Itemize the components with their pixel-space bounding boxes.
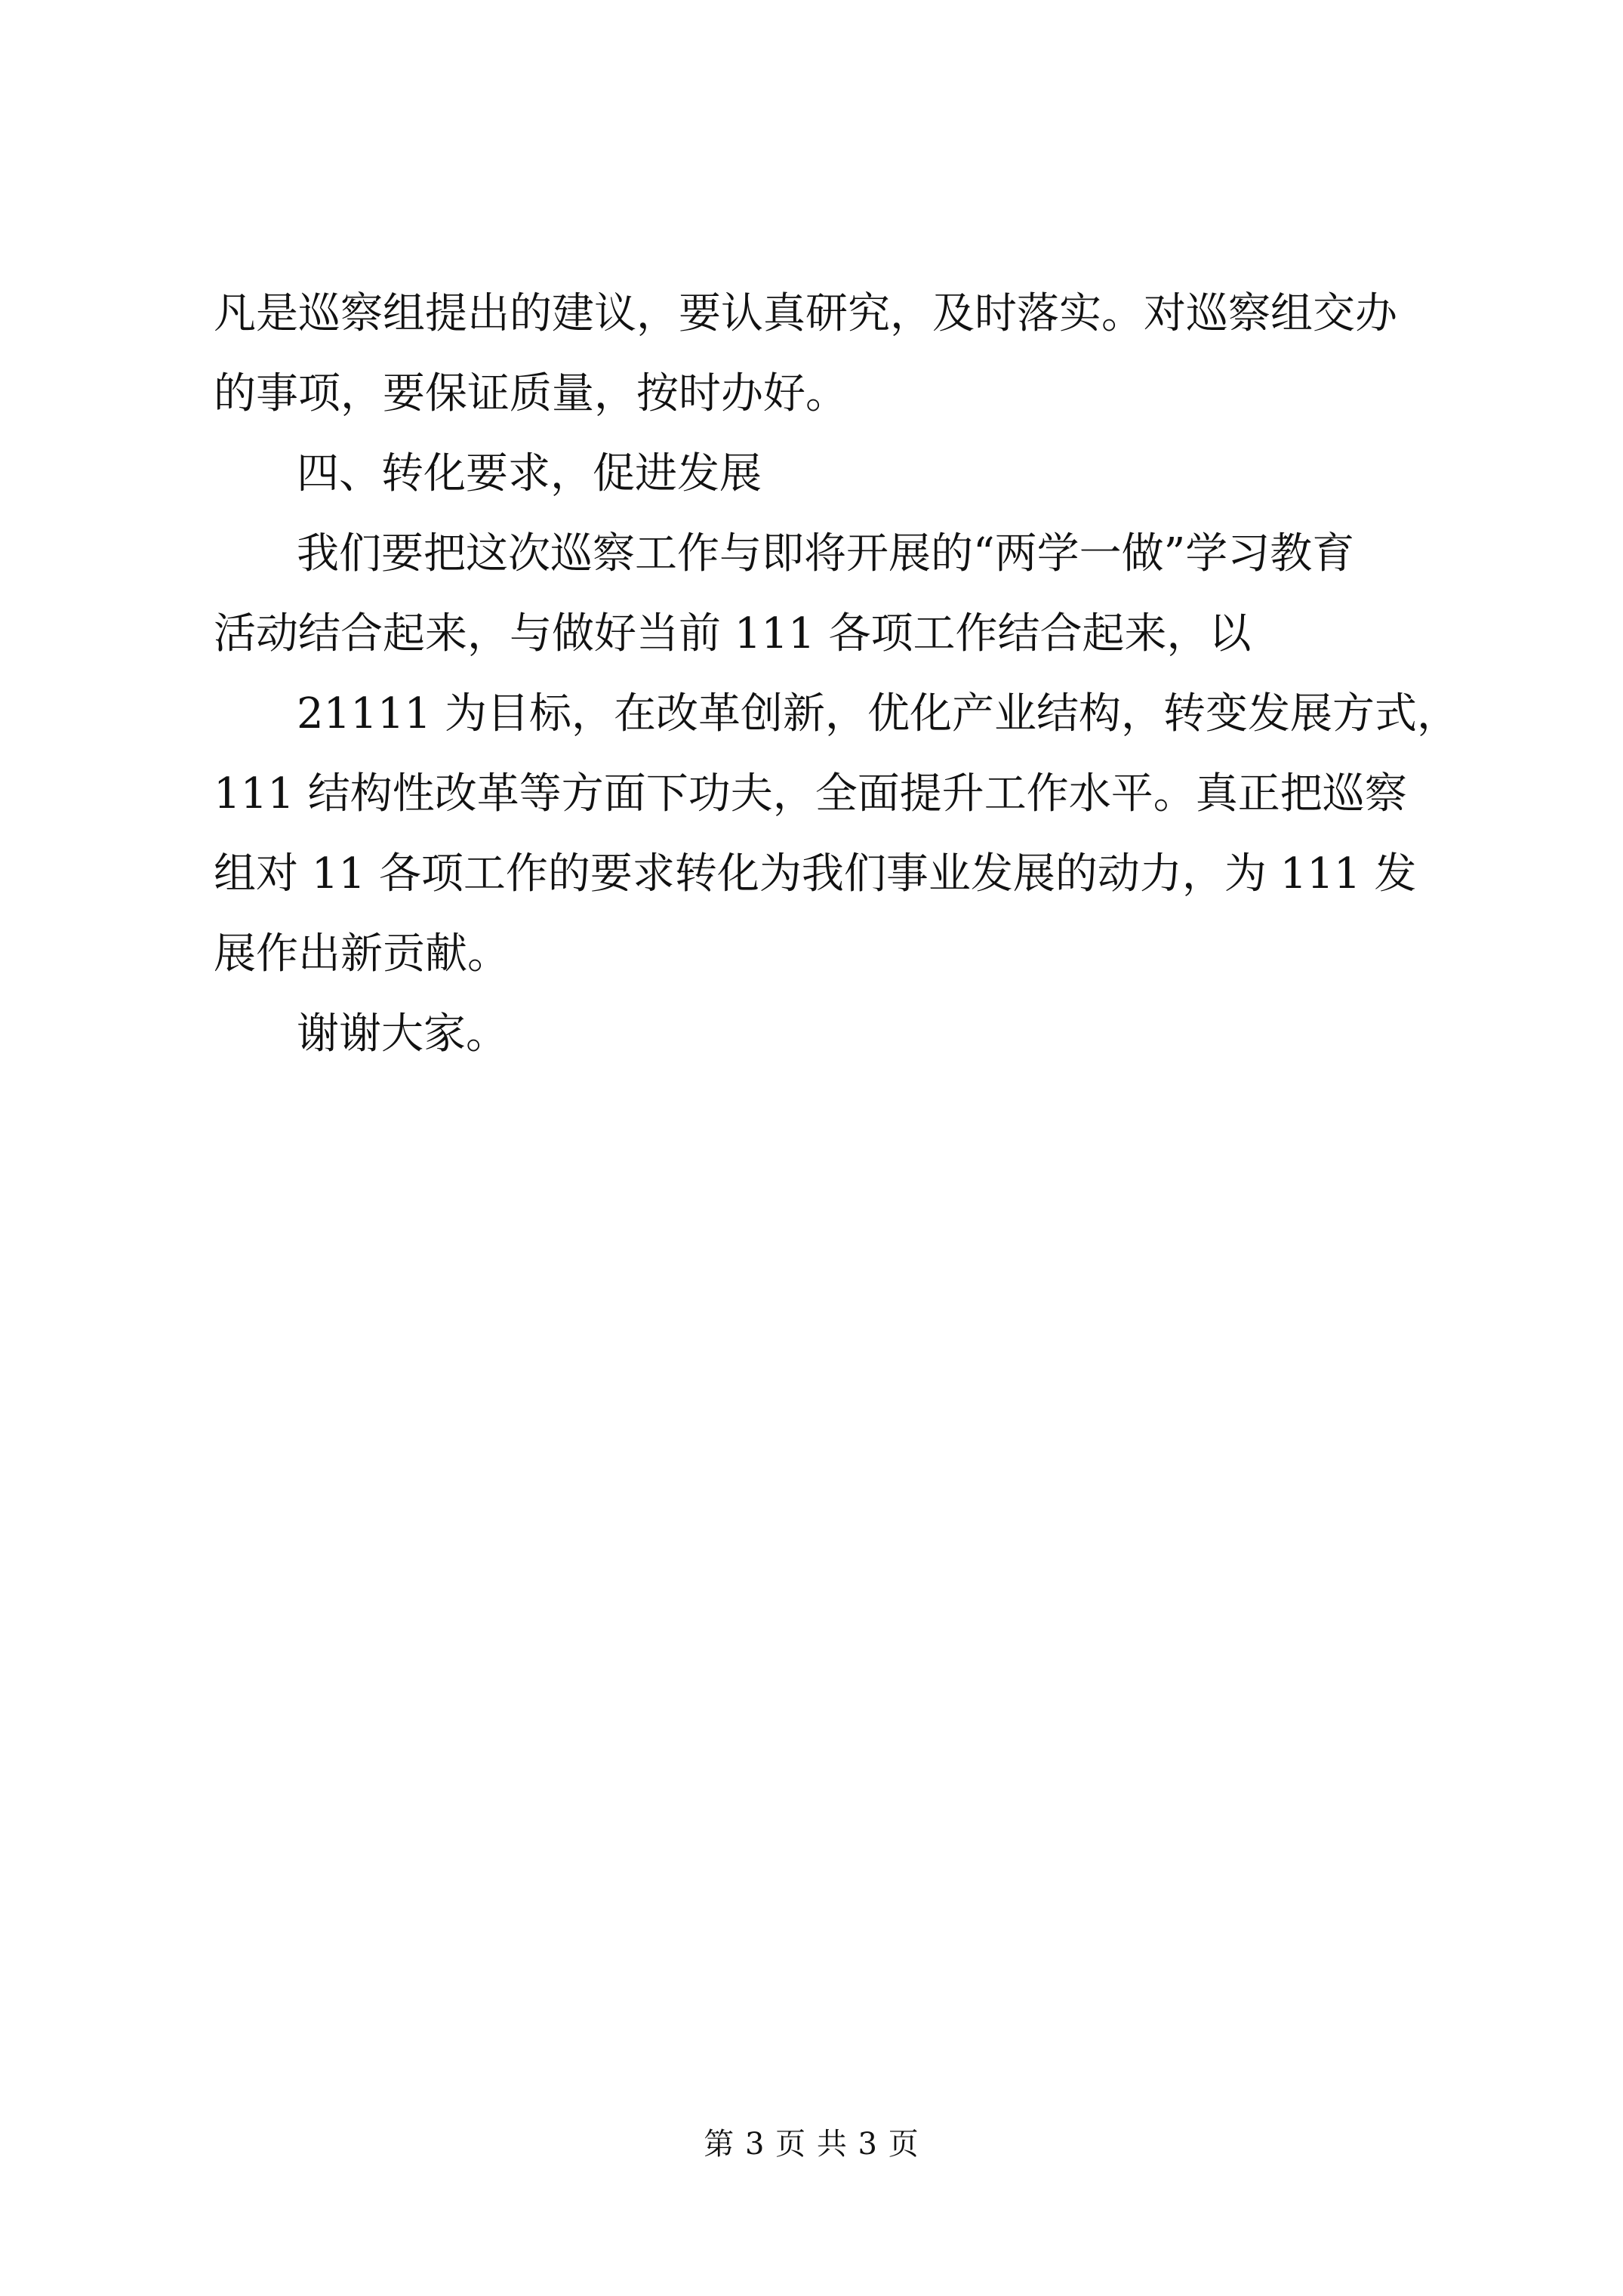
text-line-1: 凡是巡察组提出的建议，要认真研究，及时落实。对巡察组交办: [214, 289, 1397, 338]
text-line-5: 活动结合起来，与做好当前 111 各项工作结合起来，以: [214, 609, 1252, 658]
text-line-2: 的事项，要保证质量，按时办好。: [214, 369, 848, 418]
body-text: [214, 289, 1459, 1093]
text-line-7: 111 结构性改革等方面下功夫，全面提升工作水平。真正把巡察: [214, 769, 1407, 818]
closing-line: 谢谢大家。: [297, 1009, 508, 1059]
text-line-4: 我们要把这次巡察工作与即将开展的“两学一做”学习教育: [297, 529, 1355, 578]
text-line-9: 展作出新贡献。: [214, 929, 510, 978]
text-line-8: 组对 11 各项工作的要求转化为我们事业发展的动力，为 111 发: [214, 849, 1417, 898]
text-line-6: 21111 为目标，在改革创新，优化产业结构，转变发展方式，: [297, 689, 1459, 738]
section-heading: 四、转化要求，促进发展: [297, 449, 762, 498]
page-number-footer: 第 3 页 共 3 页: [704, 2127, 919, 2162]
